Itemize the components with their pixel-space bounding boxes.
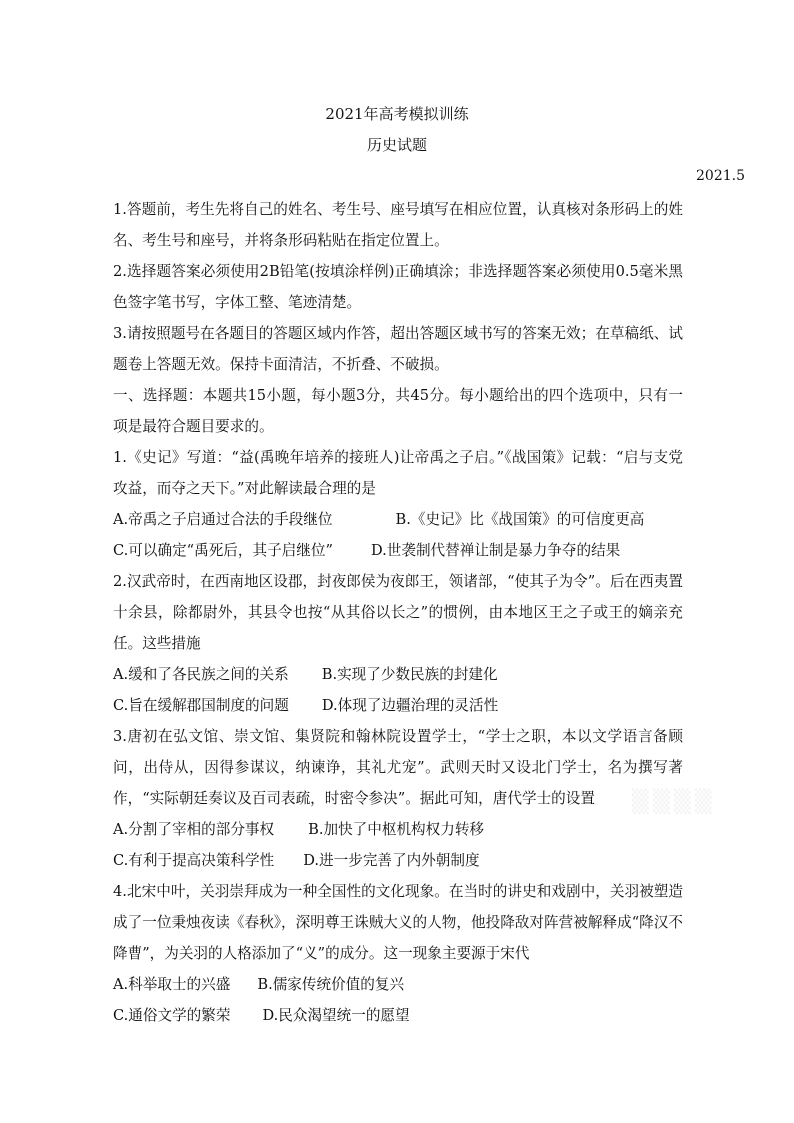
q3-option-d: D.进一步完善了内外朝制度 — [303, 852, 480, 869]
question-4-options-row-2 — [113, 1000, 683, 1031]
question-2-options-row-2 — [113, 690, 683, 721]
question-1-options-row-2 — [113, 535, 683, 566]
section-heading: 一、选择题：本题共15小题，每小题3分，共45分。每小题给出的四个选项中，只有一项是最符合题目要求的。 — [113, 387, 683, 435]
q3-option-b: B.加快了中枢机构权力转移 — [308, 821, 485, 838]
question-3-stem: 3.唐初在弘文馆、崇文馆、集贤院和翰林院设置学士，“学士之职，本以文学语言备顾问，出侍从，因得参谋议，纳谏诤，其礼尤宠”。武则天时又设北门学士，名为撰写著作，“实际朝廷奏议及百司表疏，时密令参决”。据此可知，唐代学士的设置 — [113, 728, 683, 807]
question-3-options-row-1 — [113, 814, 683, 845]
instruction-1: 1.答题前，考生先将自己的姓名、考生号、座号填写在相应位置，认真核对条形码上的姓名、考生号和座号，并将条形码粘贴在指定位置上。 — [113, 201, 683, 249]
q1-option-b: B.《史记》比《战国策》的可信度更高 — [395, 511, 645, 528]
question-2-stem: 2.汉武帝时，在西南地区设郡，封夜郎侯为夜郎王，领诸部，“使其子为令”。后在西夷置十余县，除都尉外，其县令也按“从其俗以长之”的惯例，由本地区王之子或王的嫡亲充任。这些措施 — [113, 573, 683, 652]
q1-option-d: D.世袭制代替禅让制是暴力争夺的结果 — [370, 542, 621, 559]
q1-option-a: A.帝禹之子启通过合法的手段继位 — [113, 511, 333, 528]
q2-option-a: A.缓和了各民族之间的关系 — [113, 666, 289, 683]
subject-title: 历史试题 — [366, 136, 427, 154]
q4-option-b: B.儒家传统价值的复兴 — [257, 976, 405, 993]
q4-option-c: C.通俗文学的繁荣 — [113, 1007, 231, 1024]
exam-content — [113, 194, 683, 1031]
q1-option-c: C.可以确定“禹死后，其子启继位” — [113, 542, 333, 559]
q2-option-d: D.体现了边疆治理的灵活性 — [321, 697, 499, 714]
q4-option-a: A.科举取士的兴盛 — [113, 976, 231, 993]
exam-date: 2021.5 — [696, 168, 745, 184]
q2-option-b: B.实现了少数民族的封建化 — [321, 666, 498, 683]
q4-option-d: D.民众渴望统一的愿望 — [262, 1007, 410, 1024]
instruction-3: 3.请按照题号在各题目的答题区域内作答，超出答题区域书写的答案无效；在草稿纸、试题卷上答题无效。保持卡面清洁，不折叠、不破损。 — [113, 325, 683, 373]
question-4-stem: 4.北宋中叶，关羽崇拜成为一种全国性的文化现象。在当时的讲史和戏剧中，关羽被塑造成了一位秉烛夜读《春秋》，深明尊王诛贼大义的人物，他投降敌对阵营被解释成“降汉不降曹”，为关羽的人格添加了“义”的成分。这一现象主要源于宋代 — [113, 883, 683, 962]
question-1-options-row-1 — [113, 504, 683, 535]
question-3-options-row-2 — [113, 845, 683, 876]
faint-watermark: ▒▒▒▒ — [632, 790, 716, 815]
question-4-options-row-1 — [113, 969, 683, 1000]
question-1-stem: 1.《史记》写道：“益(禹晚年培养的接班人)让帝禹之子启。”《战国策》记载：“启与支党攻益，而夺之天下。”对此解读最合理的是 — [113, 449, 683, 497]
instruction-2: 2.选择题答案必须使用2B铅笔(按填涂样例)正确填涂；非选择题答案必须使用0.5毫米黑色签字笔书写，字体工整、笔迹清楚。 — [113, 263, 683, 311]
q3-option-a: A.分割了宰相的部分事权 — [113, 821, 275, 838]
q2-option-c: C.旨在缓解郡国制度的问题 — [113, 697, 289, 714]
question-2-options-row-1 — [113, 659, 683, 690]
q3-option-c: C.有利于提高决策科学性 — [113, 852, 275, 869]
exam-title: 2021年高考模拟训练 — [325, 105, 469, 123]
